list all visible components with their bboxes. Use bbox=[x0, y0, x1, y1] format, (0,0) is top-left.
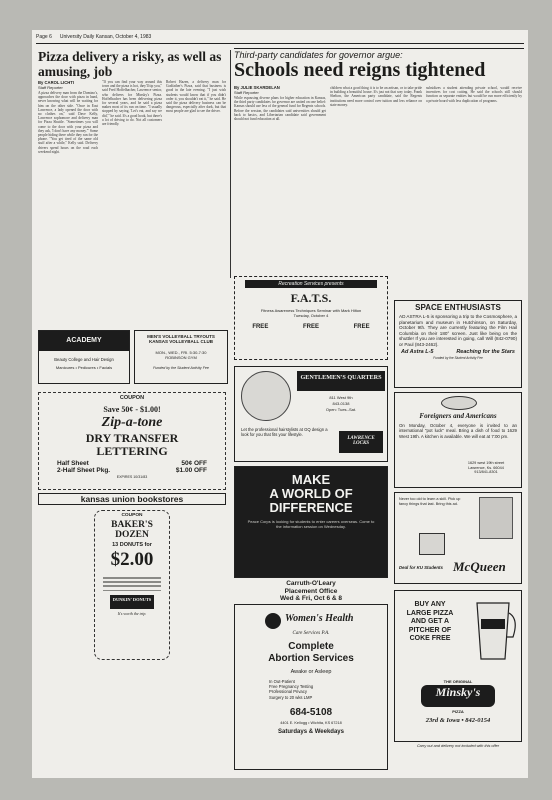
minskys-address: 23rd & Iowa • 842-0154 bbox=[425, 717, 491, 724]
recreation-desc: Fitness Awareness Techniques Seminar with Mark Hilton bbox=[260, 308, 362, 313]
dunkin-title: BAKER'S DOZEN bbox=[111, 520, 153, 540]
gq-title: GENTLEMEN'S QUARTERS bbox=[297, 371, 385, 391]
academy-line: Beauty College and Hair Design bbox=[54, 357, 114, 362]
space-ad bbox=[394, 300, 522, 388]
foreigners-ad bbox=[394, 392, 522, 488]
space-slogan: Reaching for the Stars bbox=[456, 349, 515, 355]
gq-phone: 843-0138 bbox=[332, 401, 350, 406]
free-label-3: FREE bbox=[353, 324, 370, 330]
difference-line3: DIFFERENCE bbox=[269, 500, 353, 515]
free-label-1: FREE bbox=[252, 324, 269, 330]
election-column-1: While espousing diverse plans for higher education in Kansas, the third party candidates for governor are united on one belief: Kansas should use less of the general fund for Regents schools. Before the session, the candidates said universities should get back to basics, and Libertarian candidate said government should not fund education at all. bbox=[234, 96, 326, 122]
womens-sub2: Awake or Asleep bbox=[290, 669, 332, 675]
womens-services-list bbox=[269, 679, 369, 700]
coupon-brand: Zip-a-tone bbox=[101, 415, 163, 430]
service-item: Free Pregnancy Testing bbox=[269, 684, 314, 690]
gq-address: 811 West 9th bbox=[329, 395, 353, 400]
womens-headline-2: Abortion Services bbox=[268, 653, 354, 664]
dunkin-offer: 13 DONUTS for bbox=[112, 542, 152, 548]
womens-address: 4401 E. Kellogg • Wichita, KS 67218 bbox=[280, 721, 342, 725]
minskys-footnote: Carry out and delivery not included with this offer bbox=[416, 744, 500, 748]
space-funding: Funded by the Student Activity Fee bbox=[433, 356, 483, 360]
womens-hours: Saturdays & Weekdays bbox=[278, 729, 344, 735]
difference-line2: A WORLD OF bbox=[269, 486, 353, 501]
gq-blurb: Let the professional hairstylists at GQ design a look for you that fits your lifestyle. bbox=[241, 427, 328, 437]
coupon-row1-label: Half Sheet bbox=[57, 460, 89, 467]
pizza-column-2: "If you can find your way around this town and the pizza is hot, they'll tip you," said Fred Hoffelbacher, Lawrence senior, who delivers for Minsky's Pizza. Hoffelbacher has been delivering pizza for several years, and he said a pizza makes most of its run on time. "I usually stopped by saying, 'Let's eat, and say we did,'" he said. It's a good hook, but there's a lot of driving to do. Not all customers are friendly. bbox=[102, 80, 162, 127]
womens-health-ad bbox=[234, 604, 388, 770]
pizza-column-1: A pizza delivery man from the Domino's, approaches the door with pizza in hand, never knowing what will be waiting for him on the other side. "Once in East Lawrence, a lady opened the door with no clothes on," said Dave Kelly, Lawrence sophomore and delivery man for Pizza Shuttle. "Sometimes you will come to the door with your pizza and they ask, 'I don't have any money.'" Some people hiding there while they ran for the phone. "You get tired of the same old stuff after a while," Kelly said. Delivery drivers spend hours on the road each weekend night. bbox=[38, 91, 98, 154]
dunkin-coupon-label: COUPON bbox=[121, 513, 143, 518]
election-byline: By JULIE SKARDELAN bbox=[234, 85, 280, 90]
minskys-pizza: PIZZA bbox=[452, 709, 464, 714]
gq-hours: Open: Tues.-Sat. bbox=[325, 407, 357, 412]
mcqueen-illustration bbox=[419, 533, 445, 555]
foreigners-contact bbox=[451, 461, 521, 475]
minskys-label: THE ORIGINAL bbox=[443, 679, 473, 684]
mcqueen-ad bbox=[394, 492, 522, 584]
pizza-column-3: Robert Hazen, a delivery man for Godfather's Pizza, said that business is good in the late evening. "I just wish students would know that if you didn't order it, you shouldn't eat it," he said. He said the pizza delivery business can be dangerous, especially after dark, but that most people are glad to see the driver. bbox=[166, 80, 226, 114]
recreation-date: Tuesday, October 4 bbox=[293, 313, 329, 318]
minskys-offer bbox=[397, 601, 463, 644]
gq-ad bbox=[234, 366, 388, 462]
recreation-title: F.A.T.S. bbox=[290, 291, 332, 305]
mcqueen-banner: Deal for KU Students bbox=[399, 565, 443, 570]
election-headline: Schools need reigns tightened bbox=[234, 59, 486, 81]
globe-icon bbox=[441, 396, 477, 410]
coupon-row2-label: 2-Half Sheet Pkg. bbox=[57, 467, 111, 474]
foreigners-body: On Monday, October 4, everyone is invited to an international "pot luck" meal. Bring a dish of food to 1629 West 19th. A kitchen is available. We will eat at 7:00 pm. bbox=[399, 423, 517, 439]
offer-line-3: AND GET A bbox=[410, 618, 450, 625]
recreation-banner: Recreation Services presents bbox=[245, 280, 377, 288]
service-item: Professional Privacy bbox=[269, 689, 307, 695]
academy-services: Manicures • Pedicures • Facials bbox=[55, 365, 113, 370]
dunkin-price: $2.00 bbox=[110, 549, 154, 570]
difference-line1: MAKE bbox=[291, 472, 331, 487]
coupon-headline: DRY TRANSFER LETTERING bbox=[85, 431, 179, 458]
mcqueen-photo bbox=[479, 497, 513, 539]
page-header bbox=[36, 34, 524, 44]
volleyball-club: KANSAS VOLLEYBALL CLUB bbox=[149, 339, 213, 344]
volleyball-funding: Funded by the Student Activity Fee bbox=[153, 366, 209, 370]
service-item: In Out-Patient bbox=[269, 679, 295, 684]
page-number: Page 6 bbox=[36, 34, 52, 40]
womens-health-logo: Women's Health bbox=[285, 613, 354, 624]
coupon-expires: EXPIRES 10/31/83 bbox=[116, 475, 148, 479]
foreigners-title: Foreigners and Americans bbox=[419, 412, 497, 420]
womens-headline-1: Complete bbox=[288, 641, 334, 652]
coupon-label: COUPON bbox=[119, 395, 145, 401]
offer-line-1: BUY ANY bbox=[414, 601, 446, 608]
recreation-ad bbox=[234, 276, 388, 360]
mcqueen-text: Never too old to learn a skill. Pick up fancy things that last. Bring this ad. bbox=[399, 497, 461, 506]
gq-logo: LAWRENCE LOCKS bbox=[339, 431, 383, 453]
pitcher-icon bbox=[469, 597, 519, 667]
womens-health-logo-icon bbox=[265, 613, 281, 629]
election-column-2: children what a good thing it is to be an artisan, or to take pride in building a beautiful house. It's just not that way today. Frank Shelton, the American party candidate, said the Regents institutions need more control over tuition and less reliance on state money. bbox=[330, 86, 422, 107]
foreigners-city: Lawrence, Ks. 66044 bbox=[468, 465, 504, 470]
volleyball-ad bbox=[134, 330, 228, 384]
pizza-headline: Pizza delivery a risky, as well as amusing, job bbox=[38, 49, 222, 79]
minskys-ad[interactable] bbox=[394, 590, 522, 742]
space-title: SPACE ENTHUSIASTS bbox=[415, 303, 501, 312]
pizza-byline: By CAROL LICHTI bbox=[38, 80, 74, 85]
womens-health-sub: Care Services P.A. bbox=[292, 631, 330, 636]
service-item: Surgery to 20 wks LMP bbox=[269, 694, 313, 700]
election-byline-role: Staff Reporter bbox=[234, 90, 259, 95]
dunkin-coupon[interactable] bbox=[94, 510, 170, 660]
coupon-row1-price: 50¢ OFF bbox=[181, 460, 207, 467]
offer-line-4: PITCHER OF bbox=[408, 626, 452, 634]
newspaper-page bbox=[32, 30, 528, 778]
placement-office bbox=[234, 580, 388, 603]
bookstore-name: kansas union bookstores bbox=[38, 493, 226, 505]
mcqueen-logo: McQueen bbox=[453, 559, 506, 574]
zipatone-coupon[interactable] bbox=[38, 392, 226, 490]
office-name: Carruth-O'Leary bbox=[286, 580, 336, 587]
peace-corps-ad bbox=[234, 466, 388, 578]
womens-phone: 684-5108 bbox=[289, 707, 333, 718]
free-label-2: FREE bbox=[302, 324, 319, 330]
academy-logo: ACADEMY bbox=[39, 331, 129, 351]
paper-dateline: University Daily Kansan, October 4, 1983 bbox=[59, 34, 152, 40]
coupon-row2-price: $1.00 OFF bbox=[175, 467, 207, 474]
coupon-save: Save 50¢ - $1.00! bbox=[103, 405, 161, 414]
pizza-byline-role: Staff Reporter bbox=[38, 85, 63, 90]
space-body: AD ASTRA L-5 is sponsoring a trip to the Cosmosphere, a planetarium and museum in Hutchinson, on Saturday, October 9th. They are currently featuring the Film Hail Columbia on their 180° screen. Just like being on the shuttle! If you are interested in going, call Will (842-0790) or Paul (843-2462). bbox=[399, 314, 517, 347]
academy-ad bbox=[38, 330, 130, 384]
minskys-logo: Minsky's bbox=[421, 685, 495, 707]
foreigners-phone: 913/841-8301 bbox=[474, 470, 498, 475]
offer-line-2: LARGE PIZZA bbox=[406, 609, 454, 617]
offer-line-5: COKE FREE bbox=[409, 635, 451, 642]
dunkin-logo: DUNKIN' DONUTS bbox=[110, 595, 154, 609]
dunkin-tagline: It's worth the trip. bbox=[117, 611, 147, 617]
space-signature: Ad Astra L-5 bbox=[401, 349, 434, 355]
election-column-3: subsidizes a student attending private school, would receive incentives for cost cutting. He said the schools still should function as separate entities but would be run more efficiently by a private board with less duplication of programs. bbox=[426, 86, 522, 103]
gq-portrait bbox=[241, 371, 291, 421]
election-kicker: Third-party candidates for governor argue: bbox=[234, 48, 524, 60]
volleyball-title: MEN'S VOLLEYBALL TRYOUTS bbox=[147, 334, 215, 339]
office-dates: Wed & Fri, Oct 6 & 8 bbox=[279, 595, 342, 602]
difference-body: Peace Corps is looking for students to enter careers overseas. Come to the information session on Wednesday. bbox=[247, 519, 375, 529]
office-name-2: Placement Office bbox=[284, 587, 338, 595]
foreigners-address: 1629 west 19th street bbox=[467, 461, 505, 465]
volleyball-when: MON., WED., FRI. 5:30-7:30 bbox=[155, 350, 207, 355]
volleyball-where: ROBINSON GYM bbox=[165, 355, 197, 360]
